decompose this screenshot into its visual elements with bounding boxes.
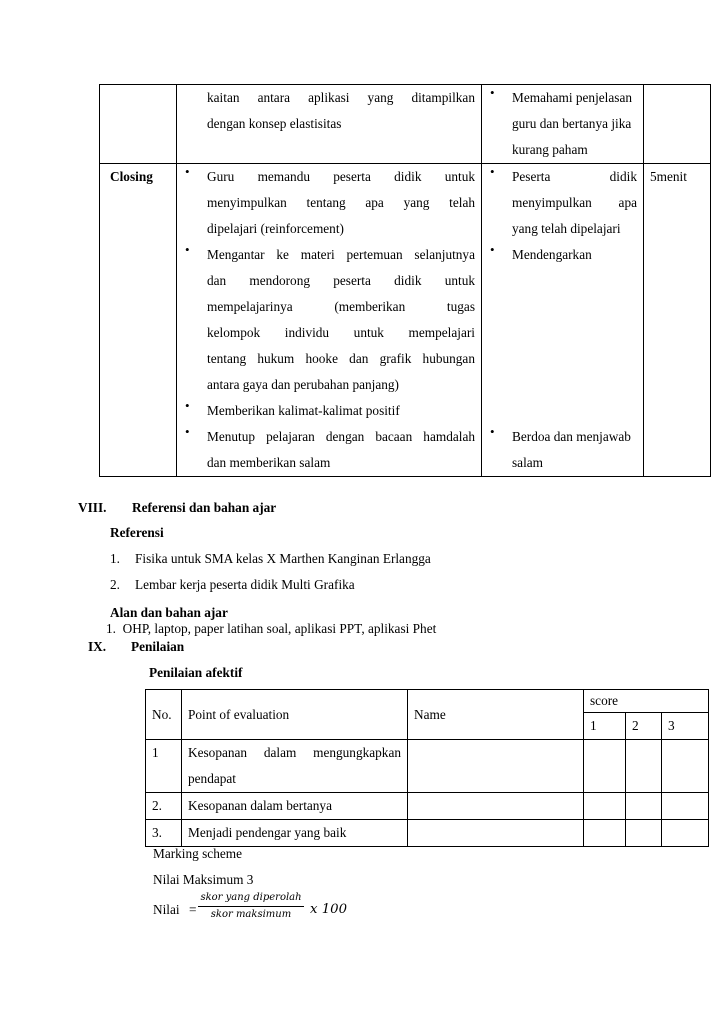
formula-numerator: skor yang diperolah [198,892,304,907]
activity-item [177,164,475,242]
activity-line: • Mengantar ke materi pertemuan selanjutnya [207,247,475,262]
section-ix-title: Penilaian [131,639,185,654]
score-cell [626,820,662,847]
header-no: No. [146,690,182,740]
row-point: Menjadi pendengar yang baik [182,820,408,847]
phase-cell [100,164,177,477]
activity-line: dan memberikan salam [207,455,331,470]
alat-heading: Alan dan bahan ajar [110,605,228,620]
table-row [146,793,709,820]
activity-line: kaitan antara aplikasi yang ditampilkan [207,90,475,105]
phase-closing: Closing [110,169,153,184]
header-name: Name [408,690,584,740]
time-value: 5menit [650,169,687,184]
student-item [482,164,637,242]
activity-line: dipelajari (reinforcement) [207,221,344,236]
activity-cell-closing [177,164,482,477]
table-header-row [146,690,709,713]
table-row-continued [100,85,711,164]
activity-line: menyimpulkan tentang apa yang telah [207,195,475,210]
referensi-heading: Referensi [110,525,164,540]
referensi-num: 1. [110,551,120,566]
student-line: menyimpulkan apa [512,195,637,210]
score-cell [584,820,626,847]
formula-tail: x 100 [310,902,348,917]
activity-line: dan mendorong peserta didik untuk [207,273,475,288]
nilai-label: Nilai [153,902,180,917]
activity-line: kelompok individu untuk mempelajari [207,325,475,340]
row-point [182,740,408,793]
row-no: 3. [146,820,182,847]
referensi-text: Fisika untuk SMA kelas X Marthen Kanginan Erlangga [135,551,431,566]
student-line: • Mendengarkan [512,247,592,262]
student-line: yang telah dipelajari [512,221,621,236]
score-cell [584,793,626,820]
formula-equals: = [189,902,197,917]
row-no: 2. [146,793,182,820]
marking-scheme: Marking scheme [153,846,242,861]
referensi-text: Lembar kerja peserta didik Multi Grafika [135,577,355,592]
student-line: • Peserta didik [512,169,637,184]
row-name-empty [408,740,584,793]
point-line: Kesopanan dalam mengungkapkan [188,745,401,760]
score-col: 3 [662,713,709,740]
student-line: • Memahami penjelasan [512,90,632,105]
score-formula [198,892,304,921]
activity-item [177,424,475,476]
row-name-empty [408,793,584,820]
score-cell [662,793,709,820]
row-no: 1 [146,740,182,793]
penilaian-subheading: Penilaian afektif [149,665,243,680]
alat-item: 1. OHP, laptop, paper latihan soal, aplikasi PPT, aplikasi Phet [106,621,437,636]
section-viii-title: Referensi dan bahan ajar [132,500,277,515]
student-line: salam [512,455,544,470]
student-line: • Berdoa dan menjawab [512,429,631,444]
table-row [146,740,709,793]
header-point: Point of evaluation [182,690,408,740]
time-cell-empty [644,85,711,164]
activity-cell [177,85,482,164]
activity-line: tentang hukum hooke dan grafik hubungan [207,351,475,366]
student-line: kurang paham [512,142,588,157]
assessment-table [145,689,709,847]
section-ix-numeral: IX. [88,639,107,654]
activity-line: • Guru memandu peserta didik untuk [207,169,475,184]
nilai-maksimum: Nilai Maksimum 3 [153,872,254,887]
section-viii-numeral: VIII. [78,500,107,515]
score-cell [584,740,626,793]
activity-line: antara gaya dan perubahan panjang) [207,377,399,392]
student-line: guru dan bertanya jika [512,116,632,131]
student-cell [482,85,644,164]
activity-line: mempelajarinya (memberikan tugas [207,299,475,314]
activity-line: • Menutup pelajaran dengan bacaan hamdalah [207,429,475,444]
referensi-num: 2. [110,577,120,592]
table-row [146,820,709,847]
row-name-empty [408,820,584,847]
score-col: 1 [584,713,626,740]
student-item [482,242,637,268]
student-cell-closing [482,164,644,477]
score-cell [662,820,709,847]
formula-denominator: skor maksimum [210,909,292,920]
time-cell [644,164,711,477]
score-cell [626,740,662,793]
activity-line: dengan konsep elastisitas [207,116,342,131]
score-cell [626,793,662,820]
score-col: 2 [626,713,662,740]
phase-cell-empty [100,85,177,164]
point-line: pendapat [188,771,236,786]
activity-item [177,398,475,424]
score-cell [662,740,709,793]
row-point: Kesopanan dalam bertanya [182,793,408,820]
table-row-closing [100,164,711,477]
student-item [482,424,637,476]
activity-item [177,242,475,398]
header-score: score [584,690,709,713]
lesson-plan-table [99,84,711,477]
activity-line: • Memberikan kalimat-kalimat positif [207,403,400,418]
